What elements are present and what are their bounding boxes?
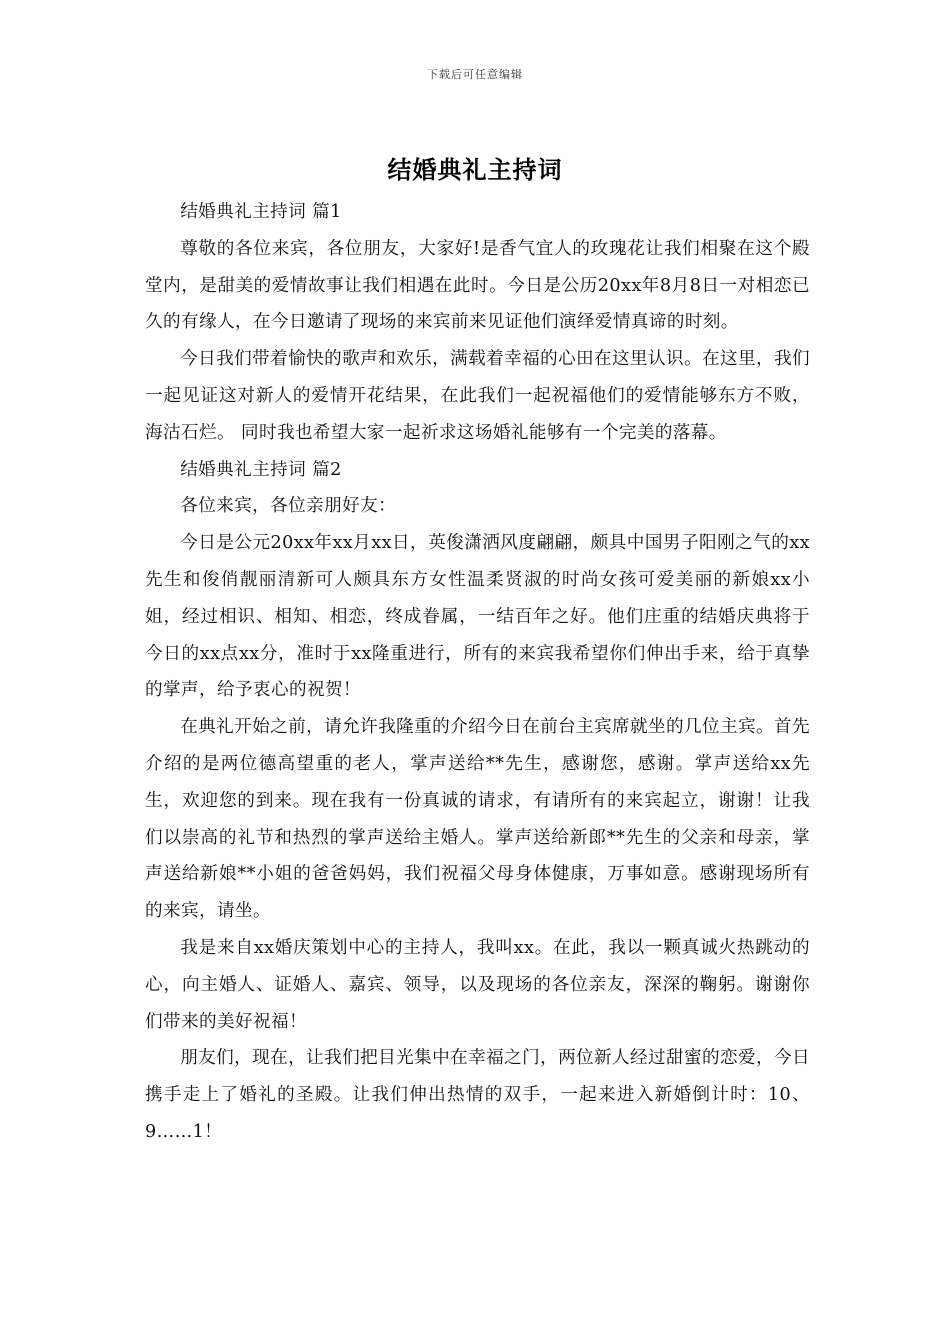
paragraph-welcome: 尊敬的各位来宾，各位朋友，大家好!是香气宜人的玫瑰花让我们相聚在这个殿堂内，是甜美的爱情故事让我们相遇在此时。今日是公历20xx年8月8日一对相恋已久的有缘人，在今日邀请了现场的来宾前来见证他们演绎爱情真谛的时刻。 <box>145 238 810 333</box>
paragraph-guests: 在典礼开始之前，请允许我隆重的介绍今日在前台主宾席就坐的几位主宾。首先介绍的是两位德高望重的老人，掌声送给**先生，感谢您，感谢。掌声送给xx先生，欢迎您的到来。现在我有一份真诚的请求，有请所有的来宾起立，谢谢！让我们以崇高的礼节和热烈的掌声送给主婚人。掌声送给新郎**先生的父亲和母亲，掌声送给新娘**小姐的爸爸妈妈，我们祝福父母身体健康，万事如意。感谢现场所有的来宾，请坐。 <box>145 717 810 922</box>
section-heading-1: 结婚典礼主持词 篇1 <box>180 202 342 222</box>
document-body <box>145 194 810 1151</box>
document-title: 结婚典礼主持词 <box>387 155 563 184</box>
paragraph-witness: 今日我们带着愉快的歌声和欢乐，满载着幸福的心田在这里认识。在这里，我们一起见证这对新人的爱情开花结果，在此我们一起祝福他们的爱情能够东方不败，海沽石烂。 同时我也希望大家一起祈求这场婚礼能够有一个完美的落幕。 <box>145 349 810 443</box>
section-heading-2: 结婚典礼主持词 篇2 <box>180 459 342 480</box>
paragraph-host: 我是来自xx婚庆策划中心的主持人，我叫xx。在此，我以一颗真诚火热跳动的心，向主婚人、证婚人、嘉宾、领导，以及现场的各位亲友，深深的鞠躬。谢谢你们带来的美好祝福！ <box>145 937 810 1032</box>
paragraph-countdown: 朋友们，现在，让我们把目光集中在幸福之门，两位新人经过甜蜜的恋爱，今日携手走上了婚礼的圣殿。让我们伸出热情的双手，一起来进入新婚倒计时：10、9……1！ <box>145 1048 810 1142</box>
paragraph-greeting: 各位来宾，各位亲朋好友： <box>180 496 397 517</box>
page-header-note: 下载后可任意编辑 <box>427 68 523 81</box>
paragraph-introduction: 今日是公元20xx年xx月xx日，英俊潇洒风度翩翩，颇具中国男子阳刚之气的xx先生和俊俏靓丽清新可人颇具东方女性温柔贤淑的时尚女孩可爱美丽的新娘xx小姐，经过相识、相知、相恋，终成眷属，一结百年之好。他们庄重的结婚庆典将于今日的xx点xx分，准时于xx隆重进行，所有的来宾我希望你们伸出手来，给于真挚的掌声，给予衷心的祝贺！ <box>145 533 810 701</box>
